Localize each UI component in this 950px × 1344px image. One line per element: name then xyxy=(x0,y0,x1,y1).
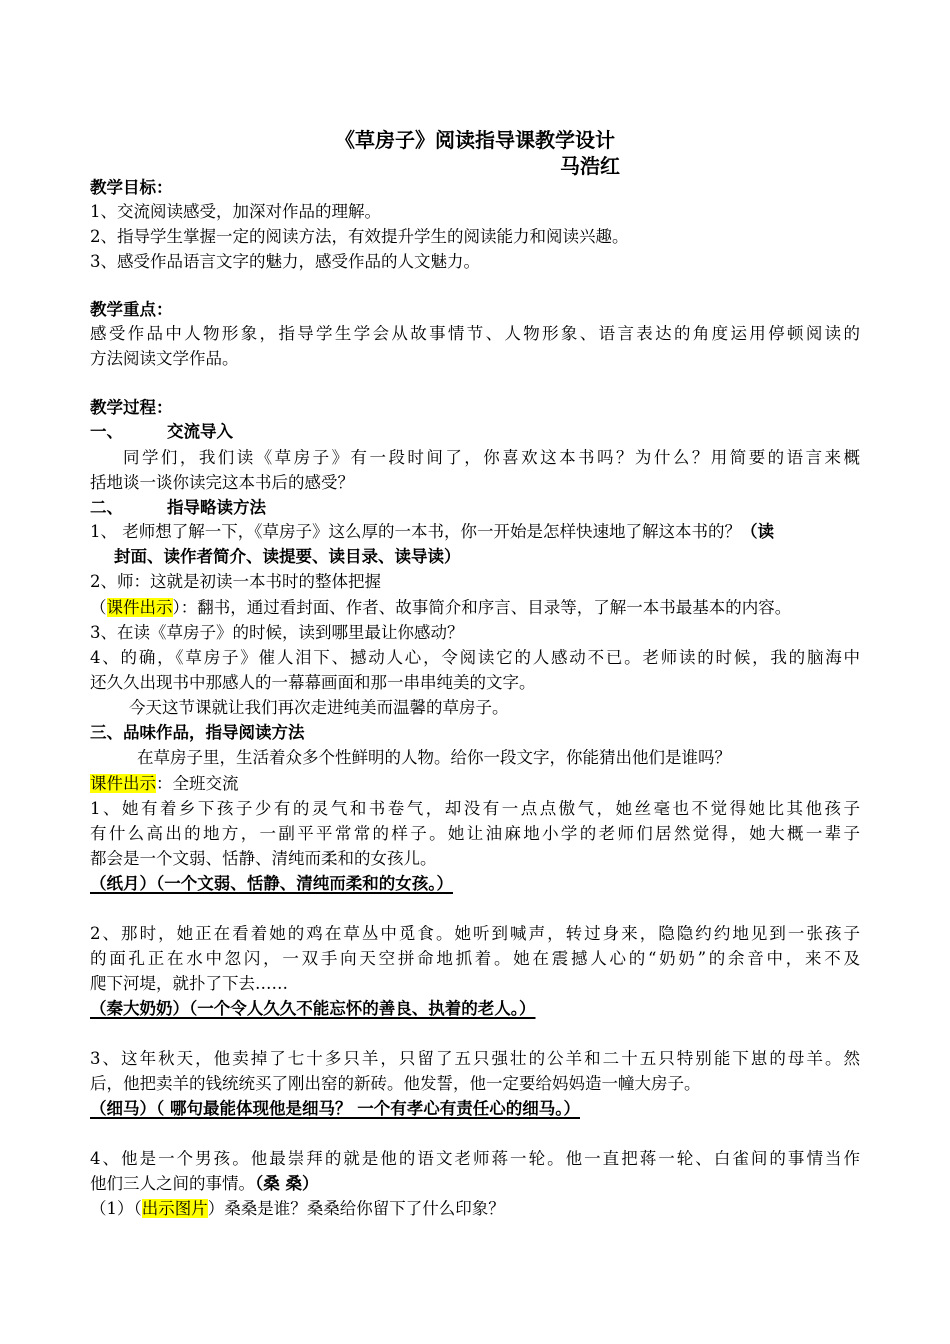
author-name: 马浩红 xyxy=(560,154,620,178)
focus-text: 方法阅读文学作品。 xyxy=(90,349,239,368)
answer-line: （细马）（ 哪句最能体现他是细马？ 一个有孝心有责任心的细马。） xyxy=(90,1099,580,1118)
courseware-tag: 课件出示 xyxy=(106,598,173,617)
answer-text: 封面、读作者简介、读提要、读目录、读导读） xyxy=(114,547,461,566)
section-title: 交流导入 xyxy=(167,422,233,441)
paragraph: 同学们，我们读《草房子》有一段时间了，你喜欢这本书吗？为什么？用简要的语言来概 xyxy=(123,448,860,467)
passage: 的面孔正在水中忽闪，一双手向天空拼命地抓着。她在震撼人心的“奶奶”的余音中，来不及 xyxy=(90,949,860,968)
courseware-tag: 出示图片 xyxy=(141,1199,208,1218)
goals-heading: 教学目标： xyxy=(90,178,173,197)
courseware-tag: 课件出示 xyxy=(90,774,156,793)
section-heading xyxy=(90,496,860,520)
paragraph: 今天这节课就让我们再次走进纯美而温馨的草房子。 xyxy=(129,698,509,717)
list-item: 1、 老师想了解一下，《草房子》这么厚的一本书，你一开始是怎样快速地了解这本书的？（读 xyxy=(90,522,774,541)
passage: 4、他是一个男孩。他最崇拜的就是他的语文老师蒋一轮。他一直把蒋一轮、白雀间的事情当作 xyxy=(90,1149,860,1168)
list-item: 2、师：这就是初读一本书时的整体把握 xyxy=(90,572,381,591)
courseware-line: （课件出示）：翻书，通过看封面、作者、故事简介和序言、目录等，了解一本书最基本的内容。 xyxy=(90,598,792,617)
section-number: 一、 xyxy=(90,422,123,441)
passage: 都会是一个文弱、恬静、清纯而柔和的女孩儿。 xyxy=(90,849,437,868)
goal-item: 3、感受作品语言文字的魅力，感受作品的人文魅力。 xyxy=(90,252,480,271)
list-item: 3、在读《草房子》的时候，读到哪里最让你感动？ xyxy=(90,623,464,642)
focus-text: 感受作品中人物形象，指导学生学会从故事情节、人物形象、语言表达的角度运用停顿阅读的 xyxy=(90,324,860,343)
passage: 2、那时，她正在看着她的鸡在草丛中觅食。她听到喊声，转过身来，隐隐约约地见到一张孩子 xyxy=(90,924,860,943)
passage: 有什么高出的地方，一副平平常常的样子。她让油麻地小学的老师们居然觉得，她大概一辈子 xyxy=(90,824,860,843)
section-heading: 三、品味作品，指导阅读方法 xyxy=(90,723,305,742)
list-item: 4、的确，《草房子》催人泪下、撼动人心，令阅读它的人感动不已。老师读的时候，我的脑海中 xyxy=(90,648,860,667)
answer-line: （纸月）（一个文弱、恬静、清纯而柔和的女孩。） xyxy=(90,874,453,893)
focus-heading: 教学重点： xyxy=(90,300,173,319)
document-title: 《草房子》阅读指导课教学设计 xyxy=(335,128,615,152)
goal-item: 2、指导学生掌握一定的阅读方法，有效提升学生的阅读能力和阅读兴趣。 xyxy=(90,227,629,246)
paragraph: 在草房子里，生活着众多个性鲜明的人物。给你一段文字，你能猜出他们是谁吗？ xyxy=(137,748,731,767)
answer-line: （秦大奶奶）（一个令人久久不能忘怀的善良、执着的老人。） xyxy=(90,999,536,1018)
section-title: 指导略读方法 xyxy=(167,498,266,517)
courseware-line: 课件出示：全班交流 xyxy=(90,774,239,793)
process-heading: 教学过程： xyxy=(90,398,173,417)
passage: 1、她有着乡下孩子少有的灵气和书卷气，却没有一点点傲气，她丝毫也不觉得她比其他孩子 xyxy=(90,799,860,818)
question-line: （1）（出示图片）桑桑是谁？桑桑给你留下了什么印象？ xyxy=(90,1199,505,1218)
list-item: 还久久出现书中那感人的一幕幕画面和那一串串纯美的文字。 xyxy=(90,673,536,692)
passage: 3、这年秋天，他卖掉了七十多只羊，只留了五只强壮的公羊和二十五只特别能下崽的母羊。然 xyxy=(90,1049,860,1068)
passage: 爬下河堤，就扑了下去…… xyxy=(90,974,288,993)
goal-item: 1、交流阅读感受，加深对作品的理解。 xyxy=(90,202,381,221)
section-heading xyxy=(90,420,860,444)
answer-text: （桑 桑） xyxy=(255,1174,319,1193)
passage: 他们三人之间的事情。（桑 桑） xyxy=(90,1174,319,1193)
passage: 后，他把卖羊的钱统统买了刚出窑的新砖。他发誓，他一定要给妈妈造一幢大房子。 xyxy=(90,1074,701,1093)
section-number: 二、 xyxy=(90,498,123,517)
paragraph: 括地谈一谈你读完这本书后的感受？ xyxy=(90,473,354,492)
